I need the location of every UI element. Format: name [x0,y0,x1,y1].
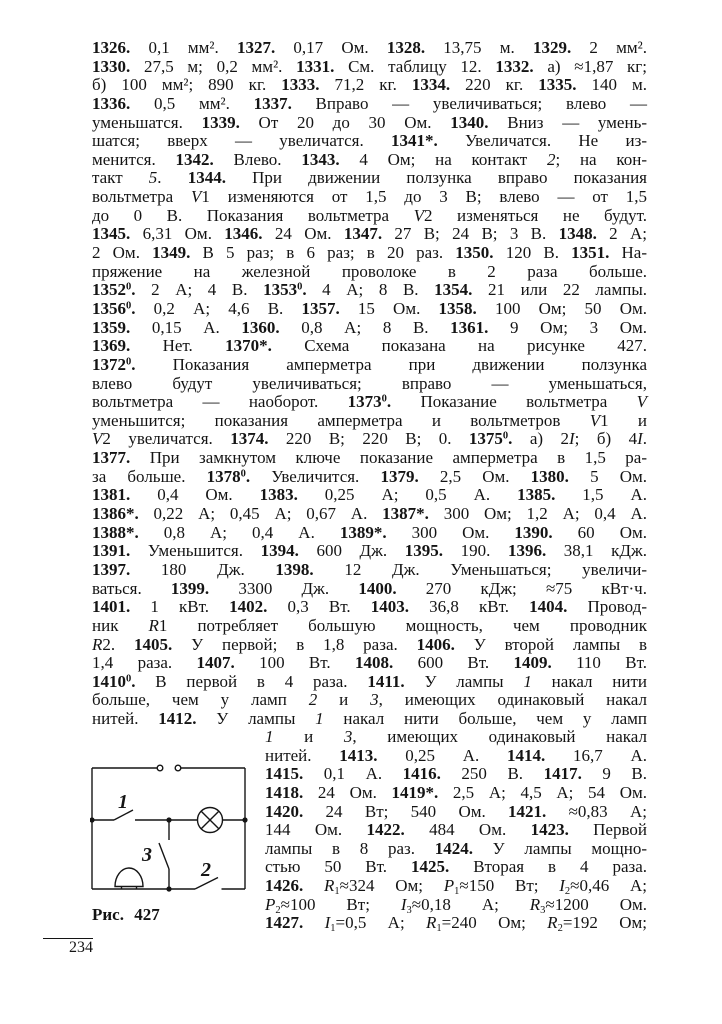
bell-icon [115,868,143,887]
answer-line: 1326. 0,1 мм². 1327. 0,17 Ом. 1328. 13,75 м. 1329. 2 мм². [92,38,647,57]
answer-line: до 0 В. Показания вольтметра V2 изменяться не будут. [92,205,648,225]
answer-line: менится. 1342. Влево. 1343. 4 Ом; на контакт 2; на кон- [92,149,648,169]
answer-line: $P_2\approx 100$ Вт; $I_3\approx 0,18$ А; $R_3\approx 1200$ Ом. [265,894,647,916]
answer-line: больше, чем у ламп 2 и 3, имеющих одинаковый накал [92,690,647,710]
answer-line: 1418. 24 Ом. 1419*. 2,5 А; 4,5 А; 54 Ом. [265,782,647,802]
switch-1-label: 1 [118,791,128,813]
page-number: 234 [43,938,93,957]
answer-line: влево будут увеличиваться; вправо — уменьшаться, [92,373,647,393]
answer-line: 1401. 1 кВт. 1402. 0,3 Вт. 1403. 36,8 кВт. 1404. Провод- [92,597,648,617]
switch-3-blade [159,843,169,869]
answer-line: ваться. 1399. 3300 Дж. 1400. 270 кДж; ≈75 кВт·ч. [92,578,647,598]
answer-line: 1356$^0$. 0,2 А; 4,6 В. 1357. 15 Ом. 1358. 100 Ом; 50 Ом. [92,298,647,318]
answer-line: стью 50 Вт. 1425. Вторая в 4 раза. [265,857,648,877]
answer-line: 1372$^0$. Показания амперметра при движении ползунка [92,354,647,374]
answers-text-block [92,39,647,729]
answer-line: 1 и 3, имеющих одинаковый накал [265,727,647,746]
answer-line: б) 100 мм²; 890 кг. 1333. 71,2 кг. 1334. 220 кг. 1335. 140 м. [92,75,647,95]
answer-line: 1386*. 0,22 А; 0,45 А; 0,67 А. 1387*. 300 Ом; 1,2 А; 0,4 А. [92,504,647,524]
answer-line: пряжение на железной проволоке в 2 раза больше. [92,261,647,281]
answer-line: 1359. 0,15 А. 1360. 0,8 А; 8 В. 1361. 9 Ом; 3 Ом. [92,317,647,337]
circuit-figure [90,763,250,895]
answer-line: 1369. Нет. 1370*. Схема показана на рисунке 427. [92,336,647,356]
answer-line: 1381. 0,4 Ом. 1383. 0,25 А; 0,5 А. 1385. 1,5 А. [92,485,647,505]
answer-line: 1330. 27,5 м; 0,2 мм². 1331. См. таблицу 12. 1332. а) ≈1,87 кг; [92,56,647,76]
answer-line: 1415. 0,1 А. 1416. 250 В. 1417. 9 В. [265,764,648,784]
answer-line: нитей. 1412. У лампы 1 накал нити больше, чем у ламп [92,709,647,729]
answer-line: 144 Ом. 1422. 484 Ом. 1423. Первой [265,820,647,840]
switch-3-label: 3 [142,844,152,866]
answer-line: ник R1 потребляет большую мощность, чем проводник [92,615,647,635]
answer-line: 1336. 0,5 мм². 1337. Вправо — увеличиваться; влево — [92,93,647,113]
answer-line: вольтметра V1 изменяются от 1,5 до 3 В; влево — от 1,5 [92,187,647,207]
terminal-icon [175,765,181,771]
figure-caption: Рис. 427 [92,905,160,924]
answer-line: нитей. 1413. 0,25 А. 1414. 16,7 А. [265,745,647,765]
junction-dot [90,817,95,822]
answer-line: V2 увеличатся. 1374. 220 В; 220 В; 0. 1375$^0$. а) 2I; б) 4I. [92,429,647,449]
answer-line: 1388*. 0,8 А; 0,4 А. 1389*. 300 Ом. 1390. 60 Ом. [92,522,647,542]
junction-dot [166,886,171,891]
answer-line: 1410$^0$. В первой в 4 раза. 1411. У лампы 1 накал нити [92,671,648,691]
answer-line: 1427. $I_1=0,5$ А; $R_1=240$ Ом; $R_2=192$ Ом; [265,913,647,935]
answer-line: лампы в 8 раз. 1424. У лампы мощно- [265,838,648,858]
answer-line: 1352$^0$. 2 А; 4 В. 1353$^0$. 4 А; 8 В. 1354. 21 или 22 лампы. [92,280,647,300]
answer-line: 1,4 раза. 1407. 100 Вт. 1408. 600 Вт. 1409. 110 Вт. [92,653,648,673]
answers-right-column [265,728,647,933]
answer-line: 1345. 6,31 Ом. 1346. 24 Ом. 1347. 27 В; 24 В; 3 В. 1348. 2 А; [92,224,648,244]
answer-line: за больше. 1378$^0$. Увеличится. 1379. 2,5 Ом. 1380. 5 Ом. [92,466,647,486]
answer-line: 1426. $R_1\approx 324$ Ом; $P_1\approx 150$ Вт; $I_2\approx 0,46$ А; [265,876,648,898]
answer-line: шатся; вверх — увеличатся. 1341*. Увеличатся. Не из- [92,131,647,151]
answer-line: 1420. 24 Вт; 540 Ом. 1421. ≈0,83 А; [265,801,647,821]
answer-line: вольтметра — наоборот. 1373$^0$. Показание вольтметра V [92,392,647,412]
junction-dot [166,817,171,822]
switch-2-label: 2 [201,859,211,881]
answer-line: 2 Ом. 1349. В 5 раз; в 6 раз; в 20 раз. 1350. 120 В. 1351. На- [92,243,647,263]
junction-dot [242,817,247,822]
answer-line: R2. 1405. У первой; в 1,8 раза. 1406. У второй лампы в [92,634,648,654]
answer-line: 1377. При замкнутом ключе показание амперметра в 1,5 ра- [92,448,647,468]
answer-line: уменьшатся. 1339. От 20 до 30 Ом. 1340. Вниз — умень- [92,112,647,132]
answer-line: такт 5. 1344. При движении ползунка вправо показания [92,168,647,188]
answer-line: 1391. Уменьшится. 1394. 600 Дж. 1395. 190. 1396. 38,1 кДж. [92,541,648,561]
terminal-icon [157,765,163,771]
answer-line: 1397. 180 Дж. 1398. 12 Дж. Уменьшаться; увеличи- [92,559,648,579]
answer-line: уменьшится; показания амперметра и вольтметров V1 и [92,410,647,430]
